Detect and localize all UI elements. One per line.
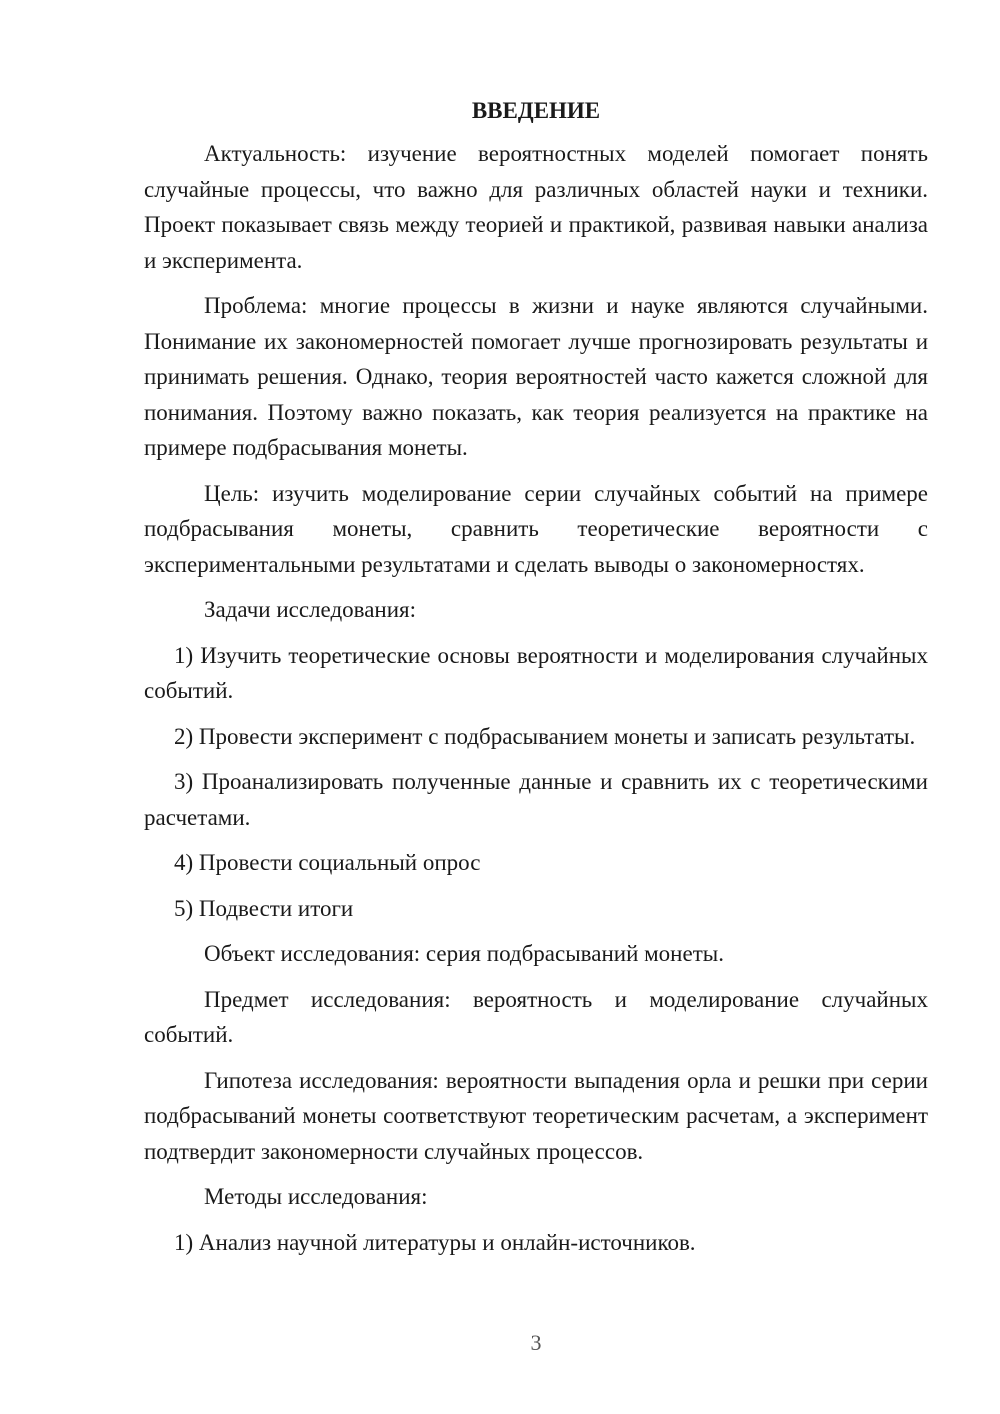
subject-paragraph: Предмет исследования: вероятность и моделирование случайных событий. — [144, 986, 928, 1047]
section-title: ВВЕДЕНИЕ — [471, 98, 601, 123]
goal-paragraph: Цель: изучить моделирование серии случайных событий на примере подбрасывания монеты, сравнить теоретические вероятности с экспериментальными результатами и сделать выводы о закономерностях. — [144, 480, 928, 577]
hypothesis-paragraph: Гипотеза исследования: вероятности выпадения орла и решки при серии подбрасываний монеты соответствуют теоретическим расчетам, а эксперимент подтвердит закономерности случайных процессов. — [144, 1067, 928, 1164]
problem-paragraph: Проблема: многие процессы в жизни и науке являются случайными. Понимание их закономерностей помогает лучше прогнозировать результаты и принимать решения. Однако, теория вероятностей часто кажется сложной для понимания. Поэтому важно показать, как теория реализуется на практике на примере подбрасывания монеты. — [144, 293, 928, 460]
tasks-heading: Задачи исследования: — [204, 597, 417, 622]
methods-heading: Методы исследования: — [204, 1184, 428, 1209]
task-item-1: 1) Изучить теоретические основы вероятности и моделирования случайных событий. — [144, 642, 928, 703]
task-item-4: 4) Провести социальный опрос — [174, 850, 481, 875]
task-item-5: 5) Подвести итоги — [174, 895, 354, 921]
object-paragraph: Объект исследования: серия подбрасываний монеты. — [204, 941, 724, 966]
task-item-2: 2) Провести эксперимент с подбрасыванием монеты и записать результаты. — [174, 723, 916, 749]
page-content — [144, 96, 928, 1270]
page-number: 3 — [530, 1330, 542, 1355]
task-item-3: 3) Проанализировать полученные данные и сравнить их с теоретическими расчетами. — [144, 769, 928, 830]
relevance-paragraph: Актуальность: изучение вероятностных моделей помогает понять случайные процессы, что важно для различных областей науки и техники. Проект показывает связь между теорией и практикой, развивая навыки анализа и эксперимента. — [144, 141, 928, 273]
method-item-1: 1) Анализ научной литературы и онлайн-источников. — [174, 1229, 696, 1255]
